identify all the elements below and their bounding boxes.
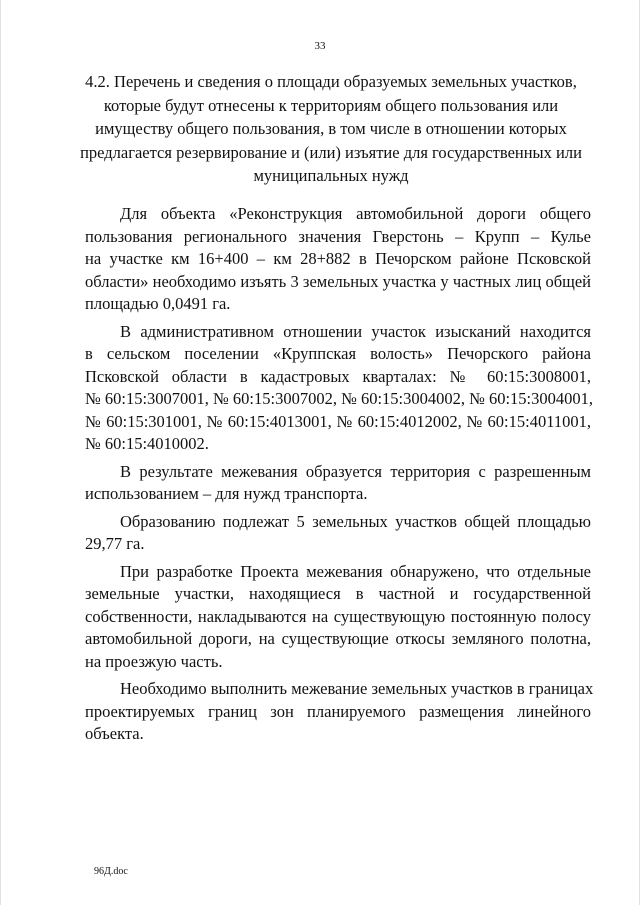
text-line: При разработке Проекта межевания обнаружено, что отдельные [120, 561, 591, 581]
text-line: В результате межевания образуется территория с разрешенным [120, 461, 591, 481]
text-line: на проезжую часть. [85, 651, 223, 671]
text-line: в сельском поселении «Круппская волость» Печорского района [85, 344, 591, 363]
paragraph-objects-to-withdraw [85, 203, 591, 316]
text-line: земельные участки, находящиеся в частной и государственной [85, 584, 591, 603]
text-line: № 60:15:3007001, № 60:15:3007002, № 60:15:3004002, № 60:15:3004001, [85, 389, 594, 408]
text-line: Псковской области в кадастровых кварталах: № 60:15:3008001, [85, 366, 591, 386]
text-line: проектируемых границ зон планируемого размещения линейного [85, 701, 591, 721]
paragraph-survey-result [85, 461, 591, 506]
text-line: Необходимо выполнить межевание земельных участков в границах [120, 679, 594, 698]
paragraph-required-survey [85, 678, 594, 746]
paragraph-cadastral-quarters [85, 321, 594, 456]
paragraph-land-count [85, 511, 591, 556]
section-heading [61, 70, 601, 188]
text-line: собственности, накладываются на существующую постоянную полосу [85, 606, 591, 626]
text-line: № 60:15:4010002. [85, 434, 209, 453]
heading-line: имуществу общего пользования, в том числе в отношении которых [95, 119, 567, 138]
footer-filename: 96Д.doc [94, 866, 128, 877]
text-line: 29,77 га. [85, 534, 145, 553]
text-line: В административном отношении участок изысканий находится [120, 321, 591, 341]
text-line: Для объекта «Реконструкция автомобильной дороги общего [120, 204, 591, 223]
paragraph-overlap-findings [85, 561, 591, 674]
heading-line: предлагается резервирование и (или) изъятие для государственных или [80, 142, 582, 162]
heading-line: 4.2. Перечень и сведения о площади образуемых земельных участков, [85, 72, 577, 91]
text-line: № 60:15:301001, № 60:15:4013001, № 60:15:4012002, № 60:15:4011001, [85, 411, 591, 431]
heading-line: которые будут отнесены к территориям общего пользования или [103, 95, 559, 115]
text-line: автомобильной дороги, на существующие откосы земляного полотна, [85, 629, 591, 648]
text-line: объекта. [85, 724, 144, 743]
text-line: площадью 0,0491 га. [85, 294, 231, 313]
text-line: использованием – для нужд транспорта. [85, 484, 368, 503]
body-text [85, 203, 594, 751]
text-line: пользования регионального значения Гверстонь – Крупп – Кулье [85, 226, 591, 246]
heading-line: муниципальных нужд [253, 166, 409, 185]
text-line: на участке км 16+400 – км 28+882 в Печорском районе Псковской [85, 249, 591, 268]
text-line: области» необходимо изъять 3 земельных участка у частных лиц общей [85, 271, 591, 291]
page-number: 33 [314, 40, 326, 52]
text-line: Образованию подлежат 5 земельных участков общей площадью [120, 511, 591, 531]
